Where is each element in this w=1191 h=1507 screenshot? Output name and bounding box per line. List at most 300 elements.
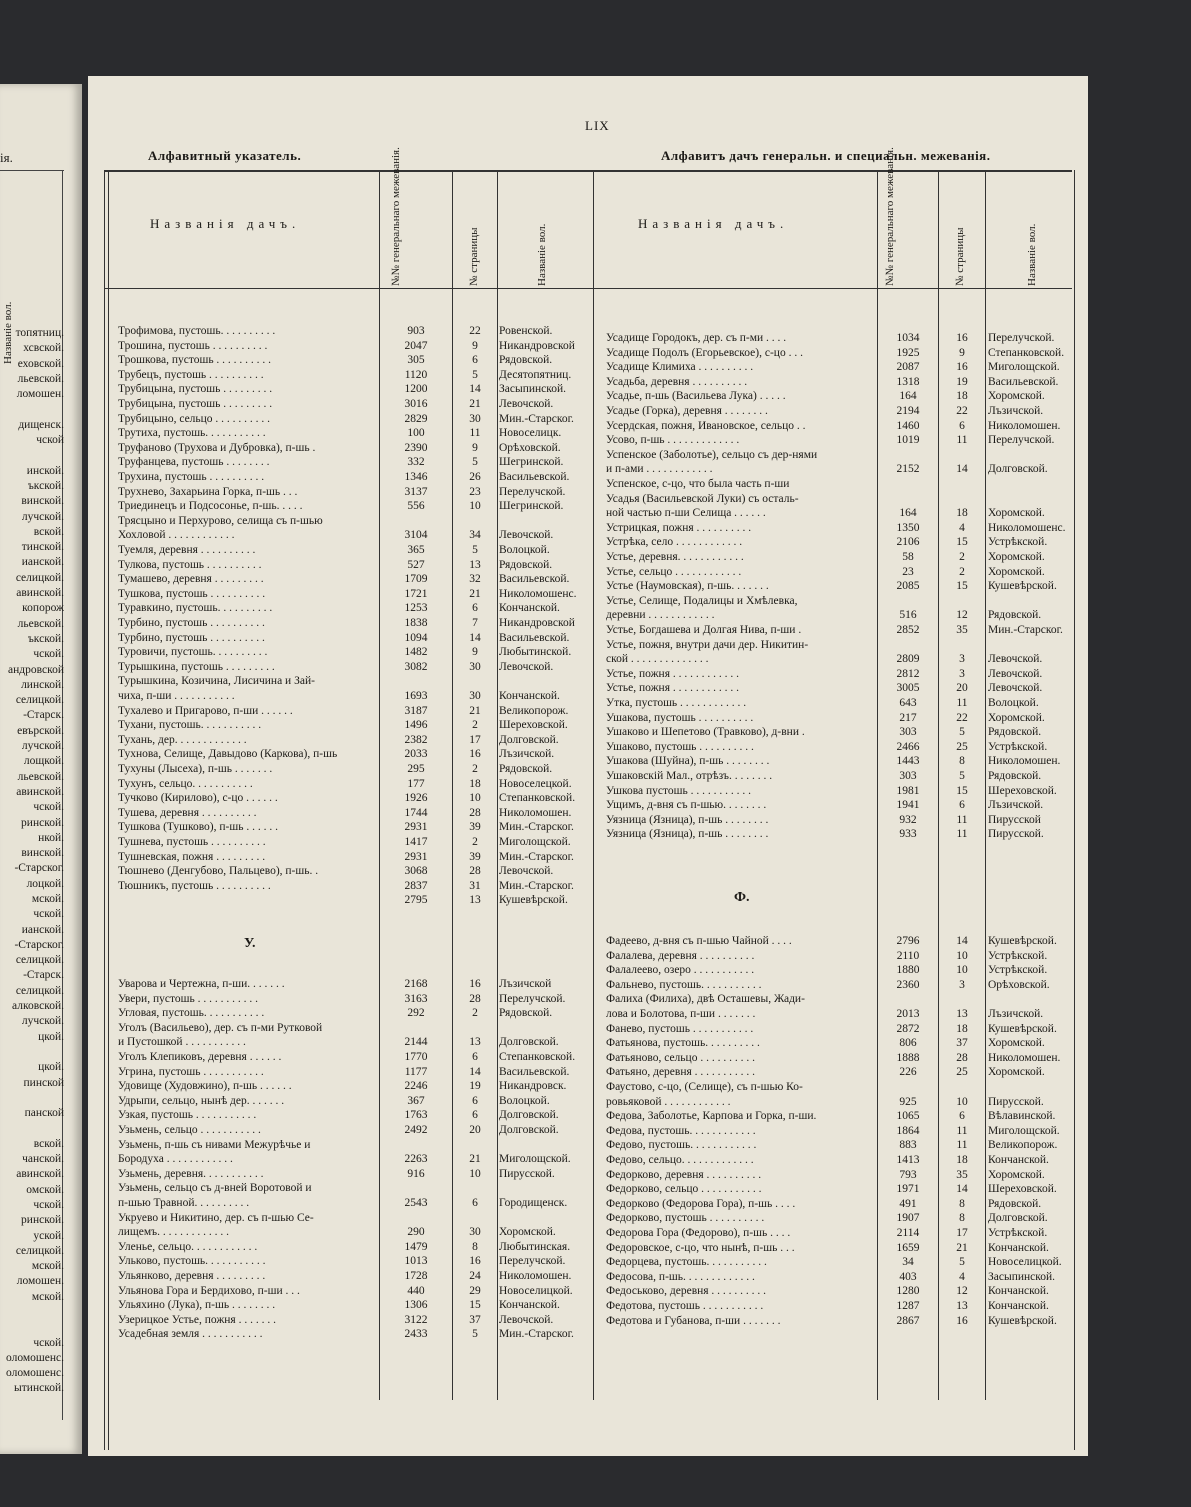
entry-survey-number: 2013 [896, 1008, 920, 1020]
entry-volost: Шереховской. [988, 1183, 1057, 1196]
entry-survey-number: 2812 [896, 667, 920, 680]
entry-survey-number: 806 [899, 1037, 917, 1050]
entry-survey-number: 2931 [404, 821, 428, 834]
left-page-row: мской. [31, 1290, 64, 1303]
entry-survey-number: 2872 [896, 1022, 920, 1035]
entry-survey-number: 1941 [896, 799, 920, 812]
entry-page-number: 14 [469, 1065, 481, 1078]
entry-volost: Кушевѣрской. [988, 1314, 1057, 1327]
table-right-border [1074, 170, 1075, 1450]
left-page-row: -Старског. [14, 862, 64, 875]
entry-survey-number: 2809 [896, 653, 920, 666]
entry-volost: Левочской. [499, 398, 554, 410]
left-page-row: ытинской. [14, 1382, 64, 1395]
col-divider-center [593, 170, 594, 1400]
entry-volost: Волоцкой. [499, 1094, 550, 1107]
entry-name: Трубицына, пустошь . . . . . . . . . [118, 398, 273, 410]
entry-page-number: 4 [959, 1270, 965, 1283]
entry-survey-number: 2114 [896, 1227, 920, 1239]
entry-survey-number: 2466 [896, 740, 920, 753]
entry-survey-number: 2087 [896, 361, 920, 374]
entry-survey-number: 2796 [896, 935, 920, 947]
left-page-row: евърской. [17, 724, 64, 737]
entry-volost: Ровенской. [499, 325, 553, 337]
left-page-row: вской. [33, 1137, 64, 1150]
entry-survey-number: 527 [407, 558, 425, 571]
left-page-rule [0, 170, 64, 171]
entry-page-number: 18 [956, 1154, 968, 1166]
entry-volost: Новоселецкой. [499, 777, 572, 790]
entry-name: Устье, Богдашева и Долгая Нива, п-ши . [606, 624, 802, 636]
col-divider [877, 170, 878, 1400]
entry-survey-number: 3187 [404, 704, 428, 717]
entry-survey-number: 491 [899, 1197, 917, 1210]
left-page-row: чской. [33, 801, 64, 814]
entry-volost: Рядовской. [988, 1197, 1042, 1210]
entry-survey-number: 2033 [404, 748, 428, 761]
entry-name: Усадище Подолъ (Егорьевское), с-цо . . . [606, 346, 803, 359]
left-page-row: льевской. [17, 372, 64, 385]
entry-name: Узьмень, сельцо съ д-вней Воротовой и [118, 1182, 312, 1195]
entry-name: Усердская, пожня, Ивановское, сельцо . . [606, 419, 806, 432]
entry-survey-number: 2390 [404, 441, 428, 454]
entry-survey-number: 883 [899, 1139, 917, 1152]
entry-page-number: 20 [956, 682, 968, 695]
entry-survey-number: 1460 [896, 419, 920, 432]
left-page-row: ломошен. [16, 1275, 64, 1288]
section-letter-u: У. [244, 936, 256, 951]
entry-name: Устье, пожня, внутри дачи дер. Никитин- [606, 638, 809, 651]
entry-page-number: 4 [959, 521, 965, 534]
entry-volost: Левочской. [499, 865, 554, 878]
entry-name: Ушкова пустошь . . . . . . . . . . . [606, 784, 751, 797]
col-divider [985, 170, 986, 1400]
entry-page-number: 6 [472, 602, 478, 615]
entry-name: Усадебная земля . . . . . . . . . . . [118, 1328, 263, 1341]
entry-name: Ульянова Гора и Бердихово, п-ши . . . [118, 1284, 300, 1297]
entry-name: ной частью п-ши Селища . . . . . . [606, 507, 766, 520]
column-header-page-right: № страницы [954, 227, 966, 286]
entry-survey-number: 1350 [896, 521, 920, 534]
entry-survey-number: 2110 [896, 949, 920, 962]
entry-survey-number: 290 [407, 1226, 425, 1239]
entry-page-number: 16 [956, 1314, 968, 1327]
entry-page-number: 19 [469, 1080, 481, 1093]
entry-survey-number: 305 [407, 354, 425, 367]
entry-name: Тухнова, Селище, Давыдово (Каркова), п-шь [118, 748, 338, 761]
entry-survey-number: 226 [899, 1066, 917, 1079]
col-divider [452, 170, 453, 1400]
entry-name: Федорова Гора (Федорово), п-шь . . . . [606, 1227, 791, 1239]
entry-page-number: 10 [956, 1095, 968, 1108]
entry-survey-number: 100 [407, 427, 425, 440]
entry-name: Тулкова, пустошь . . . . . . . . . . [118, 558, 262, 571]
entry-volost: Никандровской [499, 617, 575, 629]
left-page-row: тинской. [21, 541, 64, 554]
entry-survey-number: 2246 [404, 1080, 428, 1093]
entry-page-number: 9 [959, 346, 965, 359]
entry-name: и п-ами . . . . . . . . . . . . [606, 463, 713, 476]
entry-name: Усадье (Горка), деревня . . . . . . . . [606, 405, 768, 417]
entry-page-number: 6 [472, 1094, 478, 1107]
left-page-row: селицкой. [15, 984, 64, 997]
entry-page-number: 10 [956, 949, 968, 962]
entry-volost: Николомошен. [988, 1051, 1061, 1064]
entry-survey-number: 3122 [404, 1313, 428, 1326]
entry-name: Труфаново (Трухова и Дубровка), п-шь . [118, 441, 316, 454]
entry-survey-number: 1907 [896, 1212, 920, 1225]
entry-volost: Левочской. [499, 1313, 554, 1326]
entry-volost: Десятопятниц. [499, 368, 572, 381]
left-page-row: льевской. [17, 770, 64, 783]
entry-survey-number: 1496 [404, 719, 428, 732]
left-page-row: андровской [8, 663, 64, 676]
entry-volost: Левочской. [988, 653, 1043, 666]
left-page-row: оломошенс. [6, 1367, 64, 1380]
entry-name: Уязница (Язница), п-шь . . . . . . . . [606, 828, 769, 841]
column-header-names-right: Названія дачъ. [638, 216, 789, 231]
entry-name: Удрыпи, сельцо, нынѣ дер. . . . . . . [118, 1094, 285, 1107]
entry-survey-number: 1770 [404, 1051, 428, 1063]
entry-volost: Пирусской. [499, 1167, 555, 1180]
left-page-row: еховской. [17, 357, 64, 370]
entry-name: Федова, Заболотье, Карпова и Горка, п-ши. [606, 1110, 817, 1123]
entry-page-number: 10 [956, 964, 968, 977]
entry-name: Фалалеево, озеро . . . . . . . . . . . [606, 964, 755, 977]
entry-page-number: 2 [959, 565, 965, 578]
entry-survey-number: 3082 [404, 660, 428, 673]
entry-volost: Николомошенс. [988, 521, 1066, 534]
entry-volost: Миголощской. [988, 1124, 1060, 1137]
entry-name: Ушаково, пустошь . . . . . . . . . . [606, 740, 754, 753]
entry-volost: Городищенск. [499, 1197, 568, 1209]
entry-name: Тухани, пустошь. . . . . . . . . . . [118, 719, 262, 732]
entry-survey-number: 303 [899, 726, 917, 739]
entry-volost: Хоромской. [988, 565, 1045, 578]
entry-page-number: 2 [472, 836, 478, 848]
entry-volost: Волоцкой. [499, 544, 550, 556]
entry-volost: Хоромской. [499, 1226, 556, 1239]
entry-volost: Васильевской. [499, 1065, 570, 1078]
entry-page-number: 11 [956, 1124, 968, 1137]
entry-name: Федосова, п-шь. . . . . . . . . . . . . [606, 1270, 755, 1283]
entry-name: Уязница (Язница), п-шь . . . . . . . . [606, 813, 769, 826]
entry-name: Фалалева, деревня . . . . . . . . . . [606, 949, 755, 962]
entry-name: Трошина, пустошь . . . . . . . . . . [118, 339, 268, 352]
entry-name: Тушева, деревня . . . . . . . . . . [118, 806, 257, 819]
entry-volost: Васильевской. [499, 573, 570, 586]
entry-page-number: 18 [956, 507, 968, 520]
entry-volost: Лъзичской [499, 978, 552, 990]
entry-name: Устье, Селище, Подалицы и Хмѣлевка, [606, 594, 798, 607]
entry-page-number: 35 [956, 624, 968, 636]
entry-volost: Устрѣкской. [988, 536, 1048, 549]
entry-name: Успенское, с-цо, что была часть п-ши [606, 478, 790, 490]
entry-name: Фалиха (Филиха), двѣ Осташевы, Жади- [606, 993, 805, 1006]
left-page-row: мской. [31, 892, 64, 905]
entry-name: Федотова и Губанова, п-ши . . . . . . . [606, 1314, 781, 1327]
entry-volost: Мин.-Старског. [499, 879, 574, 892]
entry-name: Успенское (Заболотье), сельцо съ дер-нями [606, 448, 818, 461]
entry-page-number: 12 [956, 609, 968, 622]
entry-survey-number: 2382 [404, 733, 428, 746]
entry-volost: Хоромской. [988, 1168, 1045, 1181]
left-page-row: копорож [22, 602, 64, 615]
entry-name: Тушкова, пустошь . . . . . . . . . . [118, 587, 266, 600]
entry-volost: Миголощской. [499, 836, 571, 848]
left-page-row: -Старског. [14, 938, 64, 951]
entry-page-number: 22 [469, 325, 481, 337]
entry-name: Узьмень, п-шь съ нивами Межурѣчье и [118, 1138, 311, 1151]
entry-name: Ушаково и Шепетово (Травково), д-вни . [606, 726, 805, 739]
entry-page-number: 30 [469, 1226, 481, 1239]
entry-page-number: 28 [469, 865, 481, 878]
entry-survey-number: 556 [407, 500, 425, 513]
entry-page-number: 15 [956, 784, 968, 797]
entry-page-number: 6 [472, 1197, 478, 1209]
entry-name: Увери, пустошь . . . . . . . . . . . [118, 992, 258, 1005]
entry-volost: Кончанской. [988, 1241, 1049, 1254]
entry-page-number: 37 [469, 1313, 481, 1326]
entry-survey-number: 2360 [896, 978, 920, 991]
header-bottom-rule [104, 288, 1072, 289]
entry-name: ской . . . . . . . . . . . . . . [606, 653, 709, 666]
entry-survey-number: 516 [899, 609, 917, 622]
entry-volost: Великопорож. [499, 704, 569, 717]
entry-page-number: 18 [469, 777, 481, 790]
entry-name: Трубицына, пустошь . . . . . . . . . [118, 383, 273, 396]
entry-volost: Лъзичской. [499, 748, 555, 761]
entry-name: Трубицыно, сельцо . . . . . . . . . . [118, 412, 271, 425]
entry-name: Фатьяно, деревня . . . . . . . . . . . [606, 1066, 756, 1079]
entry-name: Ушакова (Шуйна), п-шь . . . . . . . . [606, 755, 770, 768]
entry-volost: Устрѣкской. [988, 740, 1048, 753]
entry-page-number: 16 [956, 361, 968, 374]
entry-survey-number: 2795 [404, 894, 428, 907]
entry-volost: Степанковской. [499, 792, 576, 805]
left-page-row: нкой. [38, 831, 64, 844]
entry-survey-number: 1443 [896, 755, 920, 768]
entry-volost: Хоромской. [988, 1066, 1045, 1079]
left-page-row: мской. [31, 1260, 64, 1273]
entry-page-number: 5 [472, 368, 478, 381]
entry-page-number: 3 [959, 667, 965, 680]
entry-name: Устье, пожня . . . . . . . . . . . . [606, 667, 739, 680]
entry-survey-number: 332 [407, 456, 425, 469]
entry-volost: Долговской. [988, 1212, 1048, 1225]
left-page-row: ианской. [21, 556, 64, 569]
col-divider [938, 170, 939, 1400]
running-header-right: Алфавитъ дачъ генеральн. и специальн. межеванія. [661, 148, 991, 163]
left-page-header: ія. [0, 150, 13, 165]
entry-name: Турбино, пустошь . . . . . . . . . . [118, 631, 265, 644]
entry-name: и Пустошкой . . . . . . . . . . . [118, 1036, 246, 1049]
left-page-row: -Старск. [23, 709, 64, 722]
entry-survey-number: 2263 [404, 1153, 428, 1166]
section-letter-f: Ф. [734, 890, 750, 905]
entry-page-number: 19 [956, 375, 968, 388]
entry-volost: Кушевѣрской. [499, 894, 568, 907]
entry-name: Федово, пустошь. . . . . . . . . . . . [606, 1139, 757, 1152]
entry-page-number: 37 [956, 1037, 968, 1050]
entry-volost: Лъзичской. [988, 1008, 1044, 1020]
entry-page-number: 30 [469, 660, 481, 673]
page-number: LIX [585, 118, 610, 133]
column-header-names-left: Названія дачъ. [150, 216, 301, 231]
entry-name: Ульково, пустошь. . . . . . . . . . . [118, 1255, 266, 1268]
entry-survey-number: 1926 [404, 792, 428, 805]
entry-page-number: 6 [472, 1109, 478, 1122]
entry-survey-number: 1693 [404, 690, 428, 702]
entry-page-number: 21 [956, 1241, 968, 1254]
entry-survey-number: 295 [407, 763, 425, 775]
entry-volost: Устрѣкской. [988, 964, 1048, 977]
entry-page-number: 22 [956, 405, 968, 417]
running-header-left: Алфавитный указатель. [148, 148, 302, 163]
entry-name: Федорцева, пустошь. . . . . . . . . . . [606, 1256, 767, 1269]
entry-name: Ушаковскій Мал., отрѣзъ. . . . . . . . [606, 770, 773, 782]
entry-survey-number: 58 [902, 551, 914, 563]
left-page-row: селицкой. [15, 694, 64, 707]
entry-name: Фаустово, с-цо, (Селище), съ п-шью Ко- [606, 1081, 803, 1093]
entry-volost: Шегринской. [499, 500, 564, 513]
entry-name: Устрицкая, пожня . . . . . . . . . . [606, 521, 752, 534]
entry-survey-number: 1280 [896, 1285, 920, 1298]
entry-survey-number: 3104 [404, 529, 428, 542]
entry-name: Тухунъ, сельцо. . . . . . . . . . . [118, 777, 253, 790]
entry-page-number: 6 [472, 354, 478, 367]
entry-page-number: 28 [469, 806, 481, 819]
left-page-row: хсвской. [23, 342, 64, 355]
left-page-row [0, 1045, 64, 1060]
entry-name: Усадье, п-шь (Васильева Лука) . . . . . [606, 390, 786, 403]
left-page-row [0, 1121, 64, 1136]
entry-page-number: 8 [472, 1240, 478, 1253]
entry-survey-number: 1728 [404, 1270, 428, 1282]
entry-name: Ущимъ, д-вня съ п-шью. . . . . . . . [606, 799, 767, 812]
entry-survey-number: 34 [902, 1256, 914, 1269]
left-page-rows [0, 326, 64, 1397]
entry-volost: Перелучской. [499, 992, 566, 1005]
entry-survey-number: 1013 [404, 1255, 428, 1268]
entry-name: Федорково (Федорова Гора), п-шь . . . . [606, 1197, 796, 1210]
left-page-row: цкой. [38, 1061, 64, 1074]
entry-name: чиха, п-ши . . . . . . . . . . . [118, 690, 235, 702]
entry-page-number: 15 [956, 536, 968, 549]
entry-name: Трутиха, пустошь. . . . . . . . . . . [118, 427, 266, 440]
entry-name: Усадище Городокъ, дер. съ п-ми . . . . [606, 332, 787, 344]
entry-survey-number: 1177 [404, 1065, 428, 1078]
entry-name: Фанево, пустошь . . . . . . . . . . . [606, 1022, 754, 1035]
left-page-row: -Старск. [23, 969, 64, 982]
entry-volost: Вѣлавинской. [988, 1110, 1056, 1123]
entry-volost: Кушевѣрской. [988, 580, 1057, 593]
left-page-row: алковской. [12, 1000, 64, 1013]
left-page-row: цкой. [38, 1030, 64, 1043]
entry-volost: Любытинская. [499, 1240, 571, 1253]
entry-survey-number: 1838 [404, 617, 428, 629]
entry-page-number: 16 [469, 978, 481, 990]
index-page [88, 76, 1088, 1456]
entry-name: Трухина, пустошь . . . . . . . . . . [118, 471, 265, 483]
entry-name: Фадеево, д-вня съ п-шью Чайной . . . . [606, 935, 792, 947]
entry-page-number: 5 [472, 544, 478, 556]
entry-page-number: 25 [956, 740, 968, 753]
entry-name: Фатьяново, сельцо . . . . . . . . . . [606, 1051, 755, 1064]
entry-survey-number: 3068 [404, 865, 428, 878]
entry-volost: Николомошен. [499, 806, 572, 819]
left-page-row: чской [36, 434, 64, 447]
entry-survey-number: 1763 [404, 1109, 428, 1122]
entry-volost: Пирусской. [988, 828, 1044, 841]
entry-page-number: 2 [472, 719, 478, 732]
entry-page-number: 15 [469, 1299, 481, 1312]
entry-volost: Рядовской. [499, 354, 553, 367]
entry-page-number: 17 [469, 733, 481, 746]
entry-page-number: 2 [472, 763, 478, 775]
left-page-row: ианской. [21, 923, 64, 936]
entry-page-number: 21 [469, 398, 481, 410]
column-header-num-right: №№ генеральнаго межеванія. [884, 147, 896, 286]
entry-name: Усадья (Васильевской Луки) съ осталь- [606, 492, 799, 505]
table-left-border-inner [108, 170, 109, 1450]
entry-volost: Левочской. [988, 682, 1043, 695]
entry-survey-number: 1306 [404, 1299, 428, 1312]
entry-volost: Степанковской. [988, 346, 1065, 359]
entry-name: Устье, пожня . . . . . . . . . . . . [606, 682, 739, 695]
entry-name: Федорково, деревня . . . . . . . . . . [606, 1168, 762, 1181]
entry-page-number: 8 [959, 755, 965, 768]
entry-page-number: 21 [469, 704, 481, 717]
entry-name: Трофимова, пустошь. . . . . . . . . . [118, 325, 276, 337]
column-header-vol-right: Названіе вол. [1026, 223, 1038, 286]
entry-survey-number: 23 [902, 565, 914, 578]
left-page-row: винской. [21, 847, 64, 860]
entry-name: Устье, деревня. . . . . . . . . . . . [606, 551, 744, 563]
entry-page-number: 13 [469, 1036, 481, 1049]
entry-name: Федоськово, деревня . . . . . . . . . . [606, 1285, 767, 1298]
entry-name: Трубецъ, пустошь . . . . . . . . . . [118, 368, 264, 381]
entry-name: Федорково, пустошь . . . . . . . . . . [606, 1212, 765, 1225]
entry-page-number: 25 [956, 1066, 968, 1079]
column-header-num-left: №№ генеральнаго межеванія. [390, 147, 402, 286]
entry-survey-number: 365 [407, 544, 425, 556]
entry-page-number: 3 [959, 653, 965, 666]
entry-volost: Долговской. [499, 733, 559, 746]
entry-page-number: 13 [469, 558, 481, 571]
entry-name: Узьмень, сельцо . . . . . . . . . . . [118, 1124, 261, 1136]
entry-volost: Рядовской. [988, 726, 1042, 739]
entry-survey-number: 1479 [404, 1240, 428, 1253]
entry-page-number: 11 [956, 1139, 968, 1152]
entry-name: Тухуны (Лысеха), п-шь . . . . . . . [118, 763, 273, 775]
entry-name: Усадище Климиха . . . . . . . . . . [606, 361, 754, 374]
entry-name: Туемля, деревня . . . . . . . . . . [118, 544, 256, 556]
entry-name: ровьяковой . . . . . . . . . . . . [606, 1095, 731, 1108]
entry-volost: Перелучской. [988, 332, 1055, 344]
entry-page-number: 31 [469, 879, 481, 892]
entry-name: Уголъ (Васильево), дер. съ п-ми Рутковой [118, 1021, 323, 1034]
left-page-row: дищенск. [18, 418, 64, 431]
entry-name: деревни . . . . . . . . . . . . [606, 609, 715, 622]
entry-volost: Мин.-Старског. [988, 624, 1063, 636]
entry-name: Федоровское, с-цо, что нынѣ, п-шь . . . [606, 1241, 795, 1254]
entry-name: Федотова, пустошь . . . . . . . . . . . [606, 1300, 764, 1312]
entry-page-number: 5 [959, 1256, 965, 1269]
entry-name: Угловая, пустошь. . . . . . . . . . . [118, 1007, 265, 1020]
entry-name: Федово, сельцо. . . . . . . . . . . . . [606, 1154, 754, 1166]
entry-page-number: 8 [959, 1197, 965, 1210]
